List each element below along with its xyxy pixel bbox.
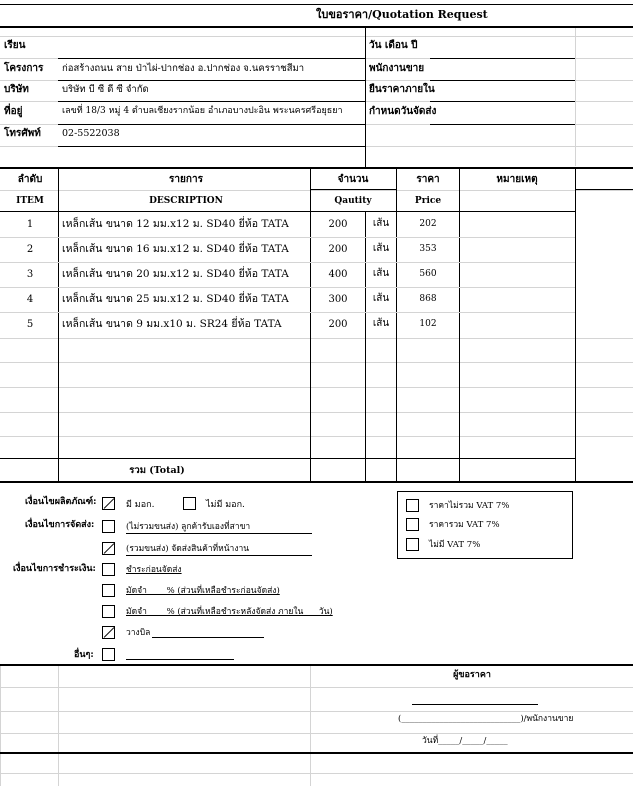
address-value: เลขที่ 18/3 หมู่ 4 ตำบลเชียงรากน้อย อำเภอบางปะอิน พระนครศรีอยุธยา (62, 106, 343, 116)
delivery-condition-label: เงื่อนไขการจัดส่ง: (25, 520, 95, 530)
row-desc: เหล็กเส้น ขนาด 25 มม.x12 ม. SD40 ยี่ห้อ TATA (62, 293, 289, 305)
col-desc-th: รายการ (169, 174, 203, 185)
payment-opt4-checkbox[interactable] (102, 626, 115, 639)
payment-opt3-label: มัดจำ ____% (ส่วนที่เหลือชำระหลังจัดส่ง ภายใน ___วัน) (126, 607, 333, 617)
phone-label: โทรศัพท์ (4, 128, 41, 139)
row-unit: เส้น (372, 218, 390, 229)
col-desc-en: DESCRIPTION (149, 196, 223, 206)
vat-opt2-label: ราคารวม VAT 7% (429, 520, 500, 530)
date-label: วัน เดือน ปี (369, 40, 418, 51)
delivery-opt1-checkbox[interactable] (102, 520, 115, 533)
row-item: 3 (26, 269, 34, 280)
other-checkbox[interactable] (102, 648, 115, 661)
delivery-opt1-label: (ไม่รวมขนส่ง) ลูกค้ารับเองที่สาขา (126, 522, 251, 532)
vat-opt3-label: ไม่มี VAT 7% (429, 540, 481, 550)
col-remark-th: หมายเหตุ (496, 174, 538, 185)
salesperson-label: พนักงานขาย (369, 63, 425, 74)
col-price-th: ราคา (416, 174, 440, 185)
other-condition-label: อื่นๆ: (74, 650, 94, 660)
to-label: เรียน (4, 40, 26, 51)
payment-opt3-checkbox[interactable] (102, 605, 115, 618)
total-label: รวม (Total) (129, 465, 185, 476)
payment-condition-label: เงื่อนไขการชำระเงิน: (13, 564, 96, 574)
vat-opt3-checkbox[interactable] (406, 538, 419, 551)
payment-opt4-label: วางบิล (126, 628, 151, 638)
row-desc: เหล็กเส้น ขนาด 9 มม.x10 ม. SR24 ยี่ห้อ TATA (62, 318, 282, 330)
requester-label: ผู้ขอราคา (453, 670, 491, 680)
payment-opt2-label: มัดจำ ____% (ส่วนที่เหลือชำระก่อนจัดส่ง) (126, 586, 280, 596)
row-item: 2 (26, 244, 34, 255)
salesperson-sign-line: (____________________________)/พนักงานขาย (398, 714, 574, 724)
row-item: 1 (26, 219, 34, 230)
project-value: ก่อสร้างถนน สาย ป่าไผ่-ปากช่อง อ.ปากช่อง จ.นครราชสีมา (62, 63, 305, 74)
product-opt1-checkbox[interactable] (102, 497, 115, 510)
row-price: 202 (419, 219, 437, 229)
product-condition-label: เงื่อนไขผลิตภัณฑ์: (25, 497, 97, 507)
payment-opt1-checkbox[interactable] (102, 563, 115, 576)
row-desc: เหล็กเส้น ขนาด 20 มม.x12 ม. SD40 ยี่ห้อ TATA (62, 268, 289, 280)
col-qty-en: Qautity (334, 196, 372, 206)
row-unit: เส้น (372, 318, 390, 329)
row-unit: เส้น (372, 243, 390, 254)
product-opt1-label: มี มอก. (126, 500, 155, 510)
phone-value: 02-5522038 (62, 128, 120, 139)
row-price: 868 (419, 294, 437, 304)
validity-label: ยืนราคาภายใน (369, 84, 435, 95)
row-price: 102 (419, 319, 437, 329)
col-price-en: Price (414, 196, 442, 206)
row-price: 353 (419, 244, 437, 254)
address-label: ที่อยู่ (4, 106, 23, 117)
row-unit: เส้น (372, 293, 390, 304)
vat-opt1-label: ราคาไม่รวม VAT 7% (429, 501, 510, 511)
product-opt2-label: ไม่มี มอก. (206, 500, 245, 510)
page-title: ใบขอราคา/Quotation Request (316, 8, 488, 21)
row-desc: เหล็กเส้น ขนาด 12 มม.x12 ม. SD40 ยี่ห้อ TATA (62, 218, 289, 230)
signature-line (412, 704, 538, 705)
company-label: บริษัท (4, 84, 29, 95)
vat-opt2-checkbox[interactable] (406, 518, 419, 531)
product-opt2-checkbox[interactable] (183, 497, 196, 510)
delivery-date-label: กำหนดวันจัดส่ง (369, 106, 437, 117)
row-qty: 300 (328, 294, 348, 305)
col-item-en: ITEM (16, 196, 44, 206)
row-qty: 400 (328, 269, 348, 280)
col-item-th: ลำดับ (17, 174, 43, 185)
project-label: โครงการ (4, 63, 44, 74)
col-qty-th: จำนวน (337, 174, 369, 185)
row-item: 4 (26, 294, 34, 305)
row-qty: 200 (328, 219, 348, 230)
company-value: บริษัท บี ซี ดี ซี จำกัด (62, 84, 149, 95)
payment-opt1-label: ชำระก่อนจัดส่ง (126, 565, 182, 575)
delivery-opt2-label: (รวมขนส่ง) จัดส่งสินค้าที่หน้างาน (126, 544, 250, 554)
row-qty: 200 (328, 244, 348, 255)
row-price: 560 (419, 269, 437, 279)
row-item: 5 (26, 319, 34, 330)
delivery-opt2-checkbox[interactable] (102, 542, 115, 555)
row-qty: 200 (328, 319, 348, 330)
row-unit: เส้น (372, 268, 390, 279)
payment-opt2-checkbox[interactable] (102, 584, 115, 597)
sign-date-line: วันที่_____/_____/_____ (422, 736, 508, 746)
vat-opt1-checkbox[interactable] (406, 499, 419, 512)
row-desc: เหล็กเส้น ขนาด 16 มม.x12 ม. SD40 ยี่ห้อ TATA (62, 243, 289, 255)
